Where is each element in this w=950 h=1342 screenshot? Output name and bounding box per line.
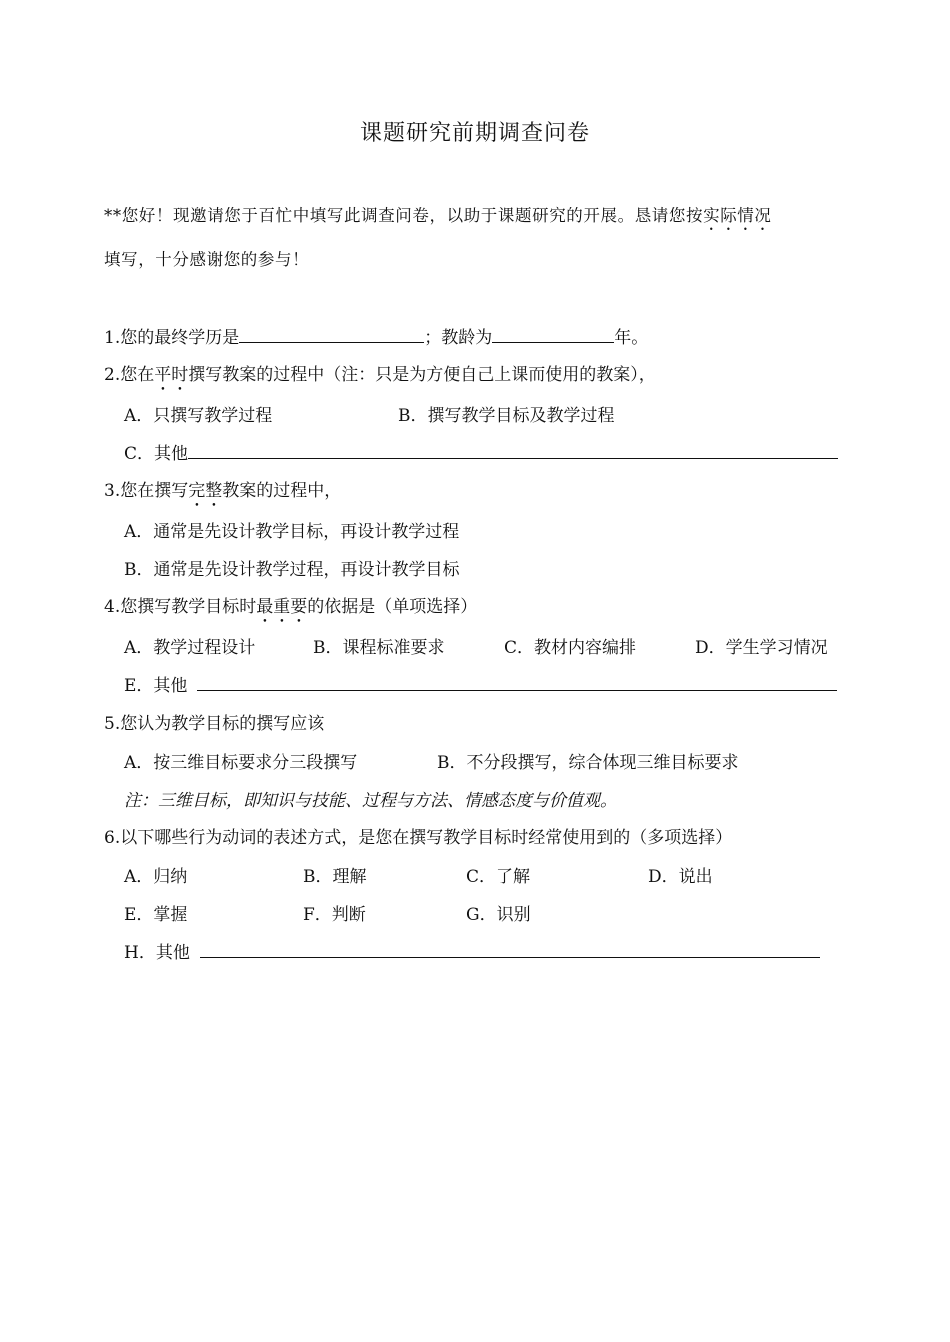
q1-teaching-years-label: ；教龄为 (424, 328, 493, 348)
teaching-years-blank[interactable] (492, 325, 614, 343)
q2-option-c-label: C．其他 (124, 444, 189, 464)
q3-emphasis: 完整 (188, 481, 223, 501)
q4-text: 4.您撰写教学目标时 (104, 597, 257, 617)
q3-option-a[interactable]: A．通常是先设计教学目标，再设计教学过程 (124, 522, 460, 542)
question-4 (104, 592, 477, 627)
q1-year-unit: 年。 (614, 328, 649, 348)
q6-option-h-label: H．其他 (124, 943, 190, 963)
q4-emphasis: 最重要 (256, 597, 308, 617)
q6-option-b[interactable]: B．理解 (303, 867, 367, 887)
page-title: 课题研究前期调查问卷 (359, 121, 590, 146)
education-blank[interactable] (239, 325, 424, 343)
q6-option-f[interactable]: F．判断 (303, 905, 366, 925)
q6-option-e[interactable]: E．掌握 (124, 905, 188, 925)
intro-line-2: 填写，十分感谢您的参与！ (104, 250, 310, 269)
question-1 (104, 323, 648, 348)
q2-option-a[interactable]: A．只撰写教学过程 (124, 406, 273, 426)
q2-option-c[interactable] (124, 439, 838, 464)
q3-text: 3.您在撰写 (104, 481, 189, 501)
q4-option-a[interactable]: A．教学过程设计 (124, 638, 256, 658)
q5-option-a[interactable]: A．按三维目标要求分三段撰写 (124, 753, 358, 773)
question-2 (104, 360, 656, 395)
q2-text-rest: 撰写教案的过程中（注：只是为方便自己上课而使用的教案）， (188, 365, 656, 385)
q6-option-a[interactable]: A．归纳 (124, 867, 188, 887)
q3-option-b[interactable]: B．通常是先设计教学过程，再设计教学目标 (124, 560, 460, 580)
q4-option-e[interactable] (124, 671, 837, 696)
intro-line-1 (104, 202, 849, 234)
q3-text-rest: 教案的过程中， (222, 481, 342, 501)
q5-option-b[interactable]: B．不分段撰写，综合体现三维目标要求 (437, 753, 739, 773)
q2-option-b[interactable]: B．撰写教学目标及教学过程 (398, 406, 615, 426)
q1-education-label: 1.您的最终学历是 (104, 328, 240, 348)
question-3 (104, 476, 341, 511)
q6-option-d[interactable]: D．说出 (648, 867, 713, 887)
intro-text: **您好！现邀请您于百忙中填写此调查问卷，以助于课题研究的开展。恳请您按 (104, 206, 704, 225)
q5-note: 注：三维目标，即知识与技能、过程与方法、情感态度与价值观。 (124, 791, 617, 811)
q4-option-d[interactable]: D．学生学习情况 (695, 638, 828, 658)
question-6: 6.以下哪些行为动词的表述方式，是您在撰写教学目标时经常使用到的（多项选择） (104, 828, 733, 848)
q2-other-blank[interactable] (188, 441, 838, 459)
q4-option-b[interactable]: B．课程标准要求 (313, 638, 445, 658)
q4-other-blank[interactable] (197, 673, 837, 691)
q4-text-rest: 的依据是（单项选择） (307, 597, 478, 617)
q2-emphasis: 平时 (154, 365, 189, 385)
question-5: 5.您认为教学目标的撰写应该 (104, 714, 325, 734)
intro-emphasis: 实际情况 (703, 206, 772, 225)
q6-other-blank[interactable] (200, 940, 820, 958)
q6-option-c[interactable]: C．了解 (466, 867, 531, 887)
q4-option-c[interactable]: C．教材内容编排 (504, 638, 637, 658)
q6-option-g[interactable]: G．识别 (466, 905, 531, 925)
q4-option-e-label: E．其他 (124, 676, 188, 696)
q6-option-h[interactable] (124, 938, 820, 963)
q2-text: 2.您在 (104, 365, 155, 385)
